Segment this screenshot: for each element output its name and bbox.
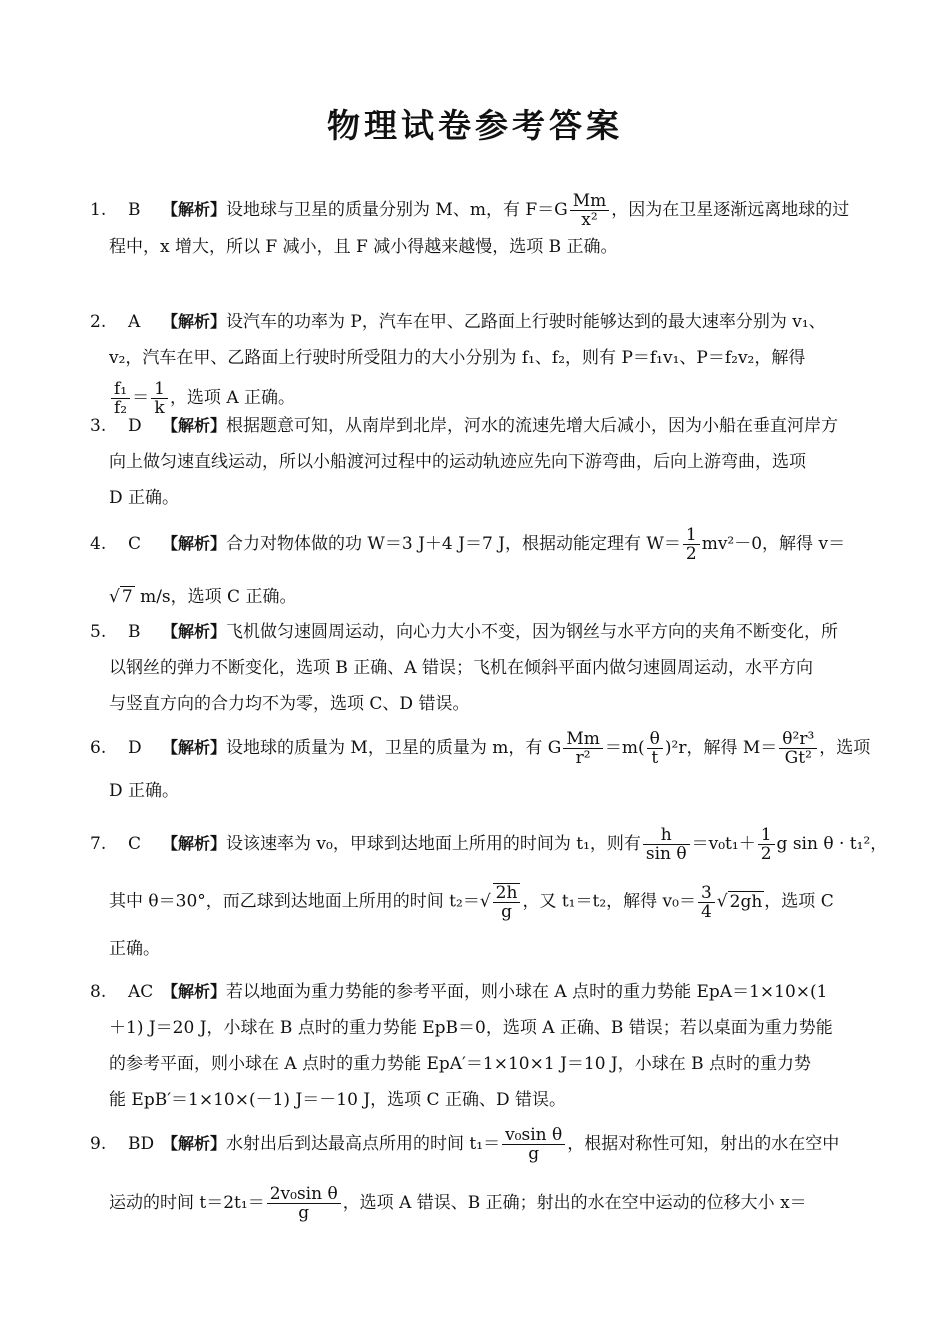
- question-number: 4.: [90, 534, 107, 554]
- answer-choice: C: [128, 834, 142, 854]
- answer-line: 运动的时间 t＝2t₁＝ $\frac{\text{2v₀sin θ}}{g}$ ，选项 A 错误、B 正确；射出的水在空中运动的位移大小 x＝: [109, 1184, 807, 1223]
- answer-text: 根据题意可知，从南岸到北岸，河水的流速先增大后减小，因为小船在垂直河岸方: [226, 416, 839, 436]
- answer-line: ＋1) J＝20 J，小球在 B 点时的重力势能 EpB＝0，选项 A 正确、B 错误；若以桌面为重力势能: [109, 1018, 833, 1038]
- answer-line: D 正确。: [109, 488, 180, 508]
- answer-item-8: [90, 974, 870, 1118]
- answer-choice: D: [128, 416, 142, 436]
- answer-line: 与竖直方向的合力均不为零，选项 C、D 错误。: [109, 694, 470, 714]
- answer-line: 正确。: [109, 939, 160, 959]
- answer-item-2: [90, 304, 870, 417]
- answer-text: 飞机做匀速圆周运动，向心力大小不变，因为钢丝与水平方向的夹角不断变化，所: [226, 622, 839, 642]
- answer-choice: A: [128, 312, 141, 332]
- answer-line: 程中，x 增大，所以 F 减小，且 F 减小得越来越慢，选项 B 正确。: [109, 237, 618, 257]
- answer-item-9: [90, 1126, 870, 1222]
- analysis-tag: 【解析】: [162, 416, 227, 435]
- answer-choice: B: [128, 200, 141, 220]
- analysis-tag: 【解析】: [162, 312, 227, 331]
- answer-text: 水射出后到达最高点所用的时间 t₁＝: [226, 1134, 501, 1154]
- answer-line: 向上做匀速直线运动，所以小船渡河过程中的运动轨迹应先向下游弯曲，后向上游弯曲，选项: [109, 452, 806, 472]
- fraction: $\frac{h}{\text{sin θ}}$: [643, 826, 690, 863]
- answer-text: 运动的时间 t＝2t₁＝: [109, 1193, 265, 1213]
- fraction: $\frac{Mm}{\text{x²}}$: [570, 192, 610, 229]
- analysis-tag: 【解析】: [162, 982, 227, 1001]
- fraction: $\frac{1}{2}$: [683, 526, 700, 563]
- analysis-tag: 【解析】: [162, 834, 227, 853]
- answer-line: √ 7 m/s，选项 C 正确。: [109, 587, 297, 607]
- answer-item-4: [90, 526, 870, 615]
- fraction: $\frac{1}{2}$: [758, 826, 775, 863]
- answer-line: [90, 408, 870, 444]
- question-number: 1.: [90, 200, 107, 220]
- answer-text: mv²－0，解得 v＝: [701, 534, 846, 554]
- question-number: 2.: [90, 312, 107, 332]
- question-number: 9.: [90, 1134, 107, 1154]
- fraction: $\frac{\text{θ²r³}}{\text{Gt²}}$: [779, 730, 817, 767]
- answer-text: 设汽车的功率为 P，汽车在甲、乙路面上行驶时能够达到的最大速率分别为 v₁、: [226, 312, 826, 332]
- analysis-tag: 【解析】: [162, 534, 227, 553]
- answer-line: 7. C 【解析】设该速率为 v₀，甲球到达地面上所用的时间为 t₁，则有 $\frac{h}{\text{sin θ}}$ ＝v₀t₁＋ $\frac{1}{2}$ g sin θ · t₁²，: [90, 825, 888, 864]
- fraction: $\frac{\text{2v₀sin θ}}{g}$: [267, 1185, 341, 1222]
- answer-item-5: [90, 614, 870, 722]
- answer-line: 6. D 【解析】设地球的质量为 M，卫星的质量为 m，有 G $\frac{Mm}{\text{r²}}$ ＝m( $\frac{\theta}{t}$ )²r，解得 M＝ $\frac{\text{θ²r³}}{\text{Gt²}}$ ，选项: [90, 729, 871, 768]
- answer-item-1: [90, 192, 870, 265]
- answer-line: [90, 192, 870, 229]
- answer-item-3: [90, 408, 870, 516]
- answer-line: D 正确。: [109, 781, 180, 801]
- fraction: $\frac{\theta}{t}$: [647, 730, 663, 767]
- fraction: $\frac{\text{f₁}}{\text{f₂}}$: [111, 380, 130, 417]
- answer-text: 设该速率为 v₀，甲球到达地面上所用的时间为 t₁，则有: [226, 834, 641, 854]
- answer-line: [90, 974, 870, 1010]
- answer-line: 其中 θ＝30°，而乙球到达地面上所用的时间 t₂＝√ $\frac{2h}{g}$ ，又 t₁＝t₂，解得 v₀＝ $\frac{3}{4}$ √ 2gh ，选项 C: [109, 882, 834, 922]
- answer-text: 若以地面为重力势能的参考平面，则小球在 A 点时的重力势能 EpA＝1×10×(1: [226, 982, 828, 1002]
- answer-text: 合力对物体做的功 W＝3 J＋4 J＝7 J，根据动能定理有 W＝: [226, 534, 681, 554]
- answer-line: $\frac{\text{f₁}}{\text{f₂}}$ ＝ $\frac{1}{k}$ ，选项 A 正确。: [90, 380, 870, 417]
- question-number: 3.: [90, 416, 107, 436]
- answer-text: 设地球的质量为 M，卫星的质量为 m，有 G: [226, 738, 562, 758]
- answer-item-6: [90, 730, 870, 809]
- question-number: 5.: [90, 622, 107, 642]
- fraction: $\frac{\text{v₀sin θ}}{g}$: [502, 1126, 565, 1163]
- answer-line: [90, 614, 870, 650]
- fraction: $\frac{Mm}{\text{r²}}$: [563, 730, 603, 767]
- fraction: $\frac{2h}{g}$: [493, 883, 521, 921]
- page-title: 物理试卷参考答案: [327, 106, 623, 145]
- answer-choice: B: [128, 622, 141, 642]
- answer-choice: C: [128, 534, 142, 554]
- answer-choice: BD: [128, 1134, 155, 1154]
- answer-text: ，因为在卫星逐渐远离地球的过: [611, 200, 850, 220]
- answer-line: v₂，汽车在甲、乙路面上行驶时所受阻力的大小分别为 f₁、f₂，则有 P＝f₁v₁、P＝f₂v₂，解得: [109, 348, 806, 368]
- fraction: $\frac{1}{k}$: [151, 380, 168, 417]
- answer-text: m/s，选项 C 正确。: [134, 587, 297, 607]
- analysis-tag: 【解析】: [162, 200, 227, 219]
- analysis-tag: 【解析】: [162, 1134, 227, 1153]
- answer-line: [90, 526, 870, 563]
- question-number: 8.: [90, 982, 107, 1002]
- answer-item-7: [90, 825, 888, 967]
- answer-text: 其中 θ＝30°，而乙球到达地面上所用的时间 t₂＝: [109, 891, 480, 912]
- answer-line: 能 EpB′＝1×10×(－1) J＝－10 J，选项 C 正确、D 错误。: [109, 1090, 566, 1110]
- answer-text: 设地球与卫星的质量分别为 M、m，有 F＝G: [226, 200, 568, 220]
- fraction: $\frac{3}{4}$: [698, 884, 715, 921]
- answer-line: 9. BD 【解析】水射出后到达最高点所用的时间 t₁＝ $\frac{\text{v₀sin θ}}{g}$ ，根据对称性可知，射出的水在空中: [90, 1125, 840, 1164]
- analysis-tag: 【解析】: [162, 622, 227, 641]
- answer-choice: D: [128, 738, 142, 758]
- question-number: 7.: [90, 834, 107, 854]
- answer-line: [90, 304, 870, 340]
- answer-text: ，选项 A 正确。: [169, 388, 296, 408]
- answer-choice: AC: [128, 982, 154, 1002]
- answer-line: 的参考平面，则小球在 A 点时的重力势能 EpA′＝1×10×1 J＝10 J，小球在 B 点时的重力势: [109, 1054, 812, 1074]
- answer-line: 以钢丝的弹力不断变化，选项 B 正确、A 错误；飞机在倾斜平面内做匀速圆周运动，水平方向: [109, 658, 813, 678]
- question-number: 6.: [90, 738, 107, 758]
- analysis-tag: 【解析】: [162, 738, 227, 757]
